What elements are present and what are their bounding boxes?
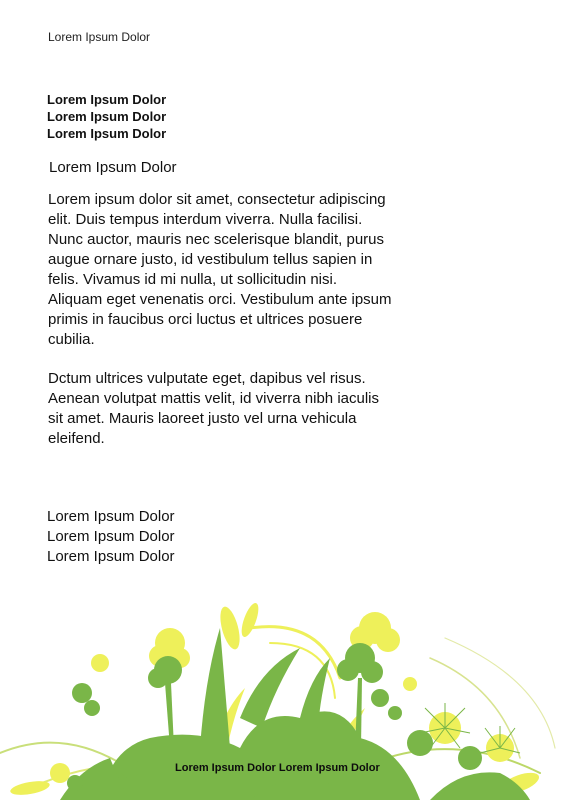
footer-text: Lorem Ipsum Dolor Lorem Ipsum Dolor (175, 762, 380, 774)
signature-block (47, 507, 175, 567)
letter-subject: Lorem Ipsum Dolor (49, 159, 177, 176)
address-line: Lorem Ipsum Dolor (47, 92, 167, 107)
signature-line: Lorem Ipsum Dolor (47, 528, 175, 545)
body-paragraph-2: Dctum ultrices vulputate eget, dapibus vel risus. Aenean volutpat mattis velit, id viverra nibh iaculis sit amet. Mauris laoreet justo vel urna vehicula eleifend. (48, 370, 379, 447)
address-block (47, 91, 166, 142)
address-line: Lorem Ipsum Dolor (47, 126, 167, 141)
header-line: Lorem Ipsum Dolor (48, 30, 151, 44)
signature-line: Lorem Ipsum Dolor (47, 548, 175, 565)
signature-line: Lorem Ipsum Dolor (47, 508, 175, 525)
body-paragraph-1: Lorem ipsum dolor sit amet, consectetur adipiscing elit. Duis tempus interdum viverra. Nulla facilisi. Nunc auctor, mauris nec scelerisque blandit, purus augue ornare justo, id vestibulum tellus sapien in felis. Vivamus id mi nulla, ut sollicitudin nisi. Aliquam eget venenatis orci. Vestibulum ante ipsum primis in faucibus orci luctus et ultrices posuere cubilia. (48, 191, 392, 348)
address-line: Lorem Ipsum Dolor (47, 109, 167, 124)
